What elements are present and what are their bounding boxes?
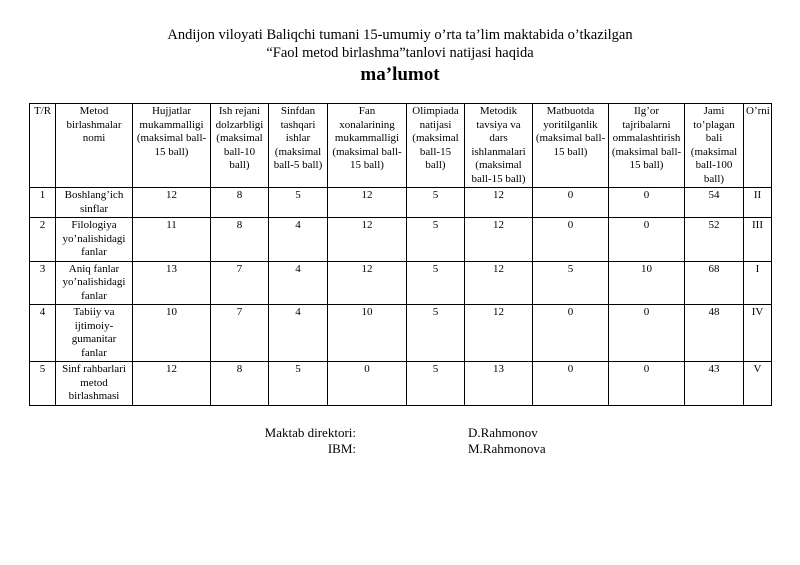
cell-total: 52 [685, 218, 744, 262]
header-place: O’rni [744, 104, 772, 188]
cell-place: V [744, 362, 772, 406]
cell-number: 5 [30, 362, 56, 406]
cell-work-plan: 7 [211, 305, 269, 362]
cell-best-practice: 0 [609, 218, 685, 262]
cell-best-practice: 0 [609, 305, 685, 362]
header-olympiad: Olimpiada natijasi (maksimal ball-15 ball) [407, 104, 465, 188]
cell-work-plan: 8 [211, 218, 269, 262]
table-row [30, 261, 772, 305]
cell-total: 48 [685, 305, 744, 362]
cell-extracurricular: 5 [269, 188, 328, 218]
cell-press: 0 [533, 362, 609, 406]
header-press: Matbuotda yoritilganlik (maksimal ball-15 ball) [533, 104, 609, 188]
director-name: D.Rahmonov [468, 425, 538, 440]
cell-work-plan: 7 [211, 261, 269, 305]
cell-extracurricular: 4 [269, 218, 328, 262]
cell-total: 54 [685, 188, 744, 218]
header-documents: Hujjatlar mukammalligi (maksimal ball-15 ball) [133, 104, 211, 188]
cell-olympiad: 5 [407, 362, 465, 406]
header-extracurricular: Sinfdan tashqari ishlar (maksimal ball-5 ball) [269, 104, 328, 188]
cell-extracurricular: 4 [269, 305, 328, 362]
header-best-practice: Ilg’or tajribalarni ommalashtirish (maksimal ball-15 ball) [609, 104, 685, 188]
cell-olympiad: 5 [407, 261, 465, 305]
cell-place: II [744, 188, 772, 218]
cell-documents: 13 [133, 261, 211, 305]
document-title-line-1: Andijon viloyati Baliqchi tumani 15-umumiy o’rta ta’lim maktabida o’tkazilgan [167, 27, 633, 43]
cell-place: I [744, 261, 772, 305]
cell-work-plan: 8 [211, 362, 269, 406]
cell-work-plan: 8 [211, 188, 269, 218]
header-total: Jami to’plagan bali (maksimal ball-100 ball) [685, 104, 744, 188]
cell-methodical: 12 [465, 218, 533, 262]
cell-extracurricular: 5 [269, 362, 328, 406]
cell-classrooms: 12 [328, 188, 407, 218]
ibm-label: IBM: [327, 441, 356, 456]
header-group-name: Metod birlashmalar nomi [56, 104, 133, 188]
cell-classrooms: 0 [328, 362, 407, 406]
cell-methodical: 12 [465, 305, 533, 362]
director-label: Maktab direktori: [264, 425, 356, 440]
cell-total: 43 [685, 362, 744, 406]
cell-group-name: Tabiiy va ijtimoiy-gumanitar fanlar [56, 305, 133, 362]
cell-press: 0 [533, 188, 609, 218]
cell-place: IV [744, 305, 772, 362]
cell-best-practice: 0 [609, 362, 685, 406]
cell-methodical: 12 [465, 261, 533, 305]
cell-methodical: 12 [465, 188, 533, 218]
cell-classrooms: 12 [328, 218, 407, 262]
cell-number: 2 [30, 218, 56, 262]
cell-number: 4 [30, 305, 56, 362]
cell-group-name: Boshlang’ich sinflar [56, 188, 133, 218]
cell-documents: 12 [133, 188, 211, 218]
document-heading: ma’lumot [360, 64, 440, 85]
cell-total: 68 [685, 261, 744, 305]
cell-press: 0 [533, 218, 609, 262]
cell-best-practice: 0 [609, 188, 685, 218]
cell-press: 5 [533, 261, 609, 305]
cell-number: 3 [30, 261, 56, 305]
cell-best-practice: 10 [609, 261, 685, 305]
cell-classrooms: 12 [328, 261, 407, 305]
header-classrooms: Fan xonalarining mukammalligi (maksimal ball-15 ball) [328, 104, 407, 188]
results-table [29, 103, 772, 406]
header-work-plan: Ish rejani dolzarbligi (maksimal ball-10 ball) [211, 104, 269, 188]
ibm-name: M.Rahmonova [468, 441, 546, 456]
header-methodical: Metodik tavsiya va dars ishlanmalari (maksimal ball-15 ball) [465, 104, 533, 188]
cell-group-name: Aniq fanlar yo’nalishidagi fanlar [56, 261, 133, 305]
cell-olympiad: 5 [407, 305, 465, 362]
cell-extracurricular: 4 [269, 261, 328, 305]
cell-documents: 10 [133, 305, 211, 362]
cell-place: III [744, 218, 772, 262]
cell-group-name: Sinf rahbarlari metod birlashmasi [56, 362, 133, 406]
table-row [30, 188, 772, 218]
cell-olympiad: 5 [407, 188, 465, 218]
cell-group-name: Filologiya yo’nalishidagi fanlar [56, 218, 133, 262]
cell-olympiad: 5 [407, 218, 465, 262]
table-row [30, 362, 772, 406]
cell-number: 1 [30, 188, 56, 218]
document-title-line-2: “Faol metod birlashma”tanlovi natijasi haqida [266, 45, 534, 61]
cell-methodical: 13 [465, 362, 533, 406]
table-row [30, 305, 772, 362]
table-row [30, 218, 772, 262]
cell-classrooms: 10 [328, 305, 407, 362]
cell-documents: 12 [133, 362, 211, 406]
cell-press: 0 [533, 305, 609, 362]
table-header-row [30, 104, 772, 188]
cell-documents: 11 [133, 218, 211, 262]
header-number: T/R [30, 104, 56, 188]
